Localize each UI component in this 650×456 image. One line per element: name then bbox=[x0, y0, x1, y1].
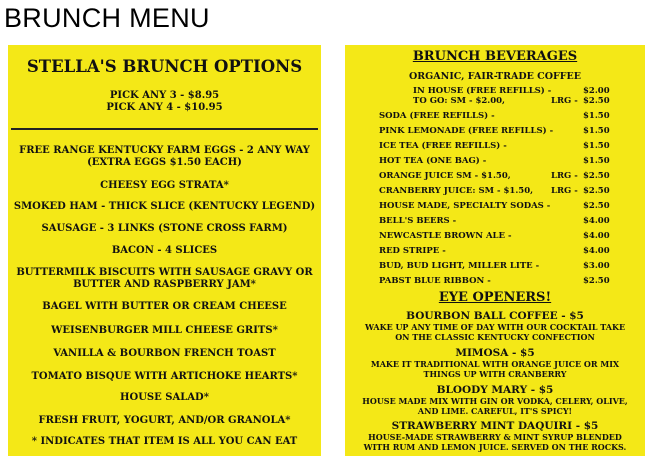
drink-name: BLOODY MARY - $5 bbox=[436, 384, 554, 396]
beverage-name: HOUSE MADE, SPECIALTY SODAS - bbox=[379, 201, 551, 211]
coffee-subtitle: ORGANIC, FAIR-TRADE COFFEE bbox=[409, 71, 581, 82]
menu-item: HOUSE SALAD* bbox=[120, 392, 209, 403]
menu-item: FREE RANGE KENTUCKY FARM EGGS - 2 ANY WAY bbox=[19, 145, 310, 156]
beverage-price: $4.00 bbox=[583, 216, 610, 226]
menu-item: SAUSAGE - 3 LINKS (STONE CROSS FARM) bbox=[41, 223, 288, 234]
beverage-price: $2.50 bbox=[583, 96, 610, 106]
beverage-price: $2.50 bbox=[583, 186, 610, 196]
drink-description: HOUSE-MADE STRAWBERRY & MINT SYRUP BLENDED bbox=[368, 432, 622, 442]
eye-openers-title: EYE OPENERS! bbox=[438, 290, 552, 305]
divider bbox=[11, 128, 318, 130]
drink-description: HOUSE MADE MIX WITH GIN OR VODKA, CELERY, OLIVE, bbox=[362, 396, 628, 406]
drink-description: WITH RUM AND LEMON JUICE. SERVED ON THE ROCKS. bbox=[363, 442, 627, 452]
beverage-lrg: LRG - bbox=[551, 186, 578, 196]
drink-description: MAKE IT TRADITIONAL WITH ORANGE JUICE OR MIX bbox=[370, 359, 620, 369]
drink-description: ON THE CLASSIC KENTUCKY CONFECTION bbox=[395, 332, 595, 342]
beverage-name: ICE TEA (FREE REFILLS) - bbox=[379, 141, 507, 151]
pricing-line: PICK ANY 4 - $10.95 bbox=[106, 102, 223, 113]
menu-item: WEISENBURGER MILL CHEESE GRITS* bbox=[51, 325, 278, 336]
menu-item: CHEESY EGG STRATA* bbox=[100, 180, 229, 191]
beverage-lrg: LRG - bbox=[551, 96, 578, 106]
menu-item: VANILLA & BOURBON FRENCH TOAST bbox=[53, 348, 276, 359]
brunch-options-title: STELLA'S BRUNCH OPTIONS bbox=[26, 57, 303, 76]
menu-item: SMOKED HAM - THICK SLICE (KENTUCKY LEGEND) bbox=[13, 201, 316, 212]
footnote: * INDICATES THAT ITEM IS ALL YOU CAN EAT bbox=[31, 436, 298, 447]
beverage-price: $1.50 bbox=[583, 156, 610, 166]
brunch-beverages-card bbox=[345, 45, 645, 456]
beverage-name: HOT TEA (ONE BAG) - bbox=[379, 156, 487, 166]
drink-description: WAKE UP ANY TIME OF DAY WITH OUR COCKTAIL TAKE bbox=[364, 322, 626, 332]
beverage-lrg: LRG - bbox=[551, 171, 578, 181]
beverage-price: $1.50 bbox=[583, 141, 610, 151]
menu-item: FRESH FRUIT, YOGURT, AND/OR GRANOLA* bbox=[38, 415, 291, 426]
drink-name: MIMOSA - $5 bbox=[455, 347, 535, 359]
beverage-price: $2.50 bbox=[583, 276, 610, 286]
beverage-price: $2.50 bbox=[583, 171, 610, 181]
beverage-name: TO GO: SM - $2.00, bbox=[413, 96, 506, 106]
brunch-beverages-title: BRUNCH BEVERAGES bbox=[412, 49, 578, 64]
drink-name: STRAWBERRY MINT DAQUIRI - $5 bbox=[391, 420, 599, 432]
beverage-name: PINK LEMONADE (FREE REFILLS) - bbox=[379, 126, 554, 136]
beverage-name: SODA (FREE REFILLS) - bbox=[379, 111, 495, 121]
menu-item: BACON - 4 SLICES bbox=[111, 245, 218, 256]
menu-item: TOMATO BISQUE WITH ARTICHOKE HEARTS* bbox=[31, 371, 298, 382]
brunch-options-card bbox=[8, 45, 321, 456]
beverage-name: PABST BLUE RIBBON - bbox=[379, 276, 491, 286]
menu-item: BAGEL WITH BUTTER OR CREAM CHEESE bbox=[42, 301, 287, 312]
menu-item-cont: BUTTER AND RASPBERRY JAM* bbox=[73, 279, 256, 290]
beverage-name: IN HOUSE (FREE REFILLS) - bbox=[413, 86, 552, 96]
beverage-price: $3.00 bbox=[583, 261, 610, 271]
beverage-name: BUD, BUD LIGHT, MILLER LITE - bbox=[379, 261, 540, 271]
beverage-name: BELL'S BEERS - bbox=[379, 216, 457, 226]
drink-description: AND LIME. CAREFUL, IT'S SPICY! bbox=[417, 406, 573, 416]
beverage-name: ORANGE JUICE SM - $1.50, bbox=[379, 171, 511, 181]
beverage-name: RED STRIPE - bbox=[379, 246, 446, 256]
beverage-name: CRANBERRY JUICE: SM - $1.50, bbox=[379, 186, 534, 196]
menu-item-note: (EXTRA EGGS $1.50 EACH) bbox=[87, 157, 242, 168]
menu-item: BUTTERMILK BISCUITS WITH SAUSAGE GRAVY OR bbox=[16, 267, 313, 278]
beverage-price: $4.00 bbox=[583, 246, 610, 256]
beverage-price: $2.00 bbox=[583, 86, 610, 96]
beverage-name: NEWCASTLE BROWN ALE - bbox=[379, 231, 512, 241]
drink-name: BOURBON BALL COFFEE - $5 bbox=[406, 310, 584, 322]
pricing-line: PICK ANY 3 - $8.95 bbox=[109, 90, 220, 101]
beverage-price: $1.50 bbox=[583, 111, 610, 121]
beverage-price: $1.50 bbox=[583, 126, 610, 136]
beverage-price: $2.50 bbox=[583, 201, 610, 211]
drink-description: THINGS UP WITH CRANBERRY bbox=[423, 369, 567, 379]
beverage-price: $4.00 bbox=[583, 231, 610, 241]
page-title: BRUNCH MENU bbox=[4, 3, 210, 33]
